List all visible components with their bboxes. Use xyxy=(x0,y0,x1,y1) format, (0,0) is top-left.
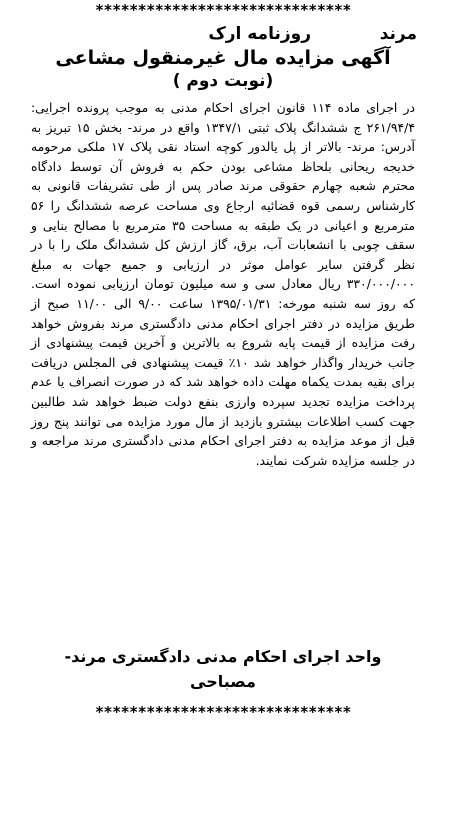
city-name: مرند xyxy=(379,24,417,44)
top-star-border: ****************************** xyxy=(95,2,351,18)
notice-title: آگهی مزایده مال غیرمنقول مشاعی xyxy=(55,47,391,69)
notice-round: (نوبت دوم ) xyxy=(172,71,274,91)
newspaper-name: روزنامه ارک xyxy=(208,24,311,44)
signature-name: مصباحی xyxy=(190,672,256,691)
notice-clipping xyxy=(27,0,419,830)
bottom-star-border: ****************************** xyxy=(95,704,351,720)
signature-block xyxy=(27,644,419,694)
notice-header xyxy=(27,22,419,46)
signature-office: واحد اجرای احکام مدنی دادگستری مرند- xyxy=(64,647,382,666)
notice-body: در اجرای ماده ۱۱۴ قانون اجرای احکام مدنی به موجب پرونده اجرایی: ۲۶۱/۹۴/۴ ج ششدانگ پلاک ثبتی ۱۳۴۷/۱ واقع در مرند- بخش ۱۵ تبریز به آدرس: مرند- بالاتر از پل یالدور کوچه استاد نقی پلاک ۱۷ ملکی مرحومه خدیجه ریحانی بلحاظ مشاعی بودن حکم به فروش آن توسط دادگاه محترم شعبه چهارم حقوقی مرند صادر پس از طی تشریفات قانونی به کارشناس رسمی قوه قضائیه ارجاع وی مساحت عرصه ششدانگ را ۵۶ مترمربع و اعیانی در یک طبقه به مساحت ۳۵ مترمربع با مصالح بنایی و سقف چوبی با انشعابات آب، برق، گاز ارزش کل ششدانگ ملک را با در نظر گرفتن سایر عوامل موثر در ارزیابی و جمیع جهات به مبلغ ۳۳۰/۰۰۰/۰۰۰ ریال معادل سی و سه میلیون تومان ارزیابی نموده است. که روز سه شنبه مورخه: ۱۳۹۵/۰۱/۳۱ ساعت ۹/۰۰ الی ۱۱/۰۰ صبح از طریق مزایده در دفتر اجرای احکام مدنی دادگستری مرند بفروش خواهد رفت مزایده از قیمت پایه شروع به بالاترین و آخرین قیمت پیشنهادی از جانب خریدار واگذار خواهد شد ۱۰٪ قیمت پیشنهادی فی المجلس دریافت برای بقیه بمدت یکماه مهلت داده خواهد شد که در صورت انصراف یا عدم پرداخت مزایده تجدید سپرده وارزی بنفع دولت ضبط خواهد شد طالبین جهت کسب اطلاعات بیشترو بازدید از مال مورد مزایده می توانند پنج روز قبل از موعد مزایده به دفتر اجرای احکام مدنی دادگستری مرند مراجعه و در جلسه مزایده شرکت نمایند. xyxy=(31,100,416,468)
